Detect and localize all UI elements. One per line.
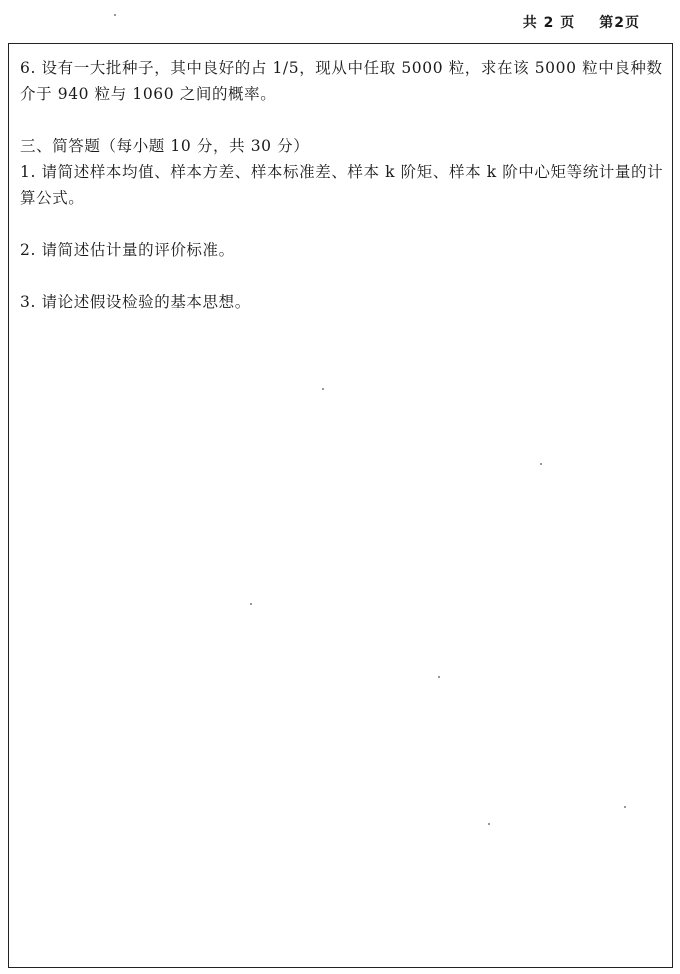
total-pages-label: 共 2 页	[522, 15, 576, 31]
current-page-label: 第2页	[599, 15, 640, 31]
question-6: 6. 设有一大批种子，其中良好的占 1/5，现从中任取 5000 粒，求在该 5000 粒中良种数介于 940 粒与 1060 之间的概率。	[20, 59, 663, 103]
scan-speck	[114, 14, 116, 16]
exam-content	[20, 55, 665, 315]
page-header	[523, 12, 640, 32]
scan-speck	[250, 603, 252, 605]
scan-speck	[322, 388, 324, 390]
scan-speck	[624, 806, 626, 808]
scan-speck	[488, 823, 490, 825]
section-title: 三、简答题（每小题 10 分，共 30 分）	[20, 137, 310, 155]
question-2: 2. 请简述估计量的评价标准。	[20, 241, 235, 259]
scan-speck	[540, 463, 542, 465]
scan-speck	[438, 676, 440, 678]
question-3: 3. 请论述假设检验的基本思想。	[20, 293, 251, 311]
question-1: 1. 请简述样本均值、样本方差、样本标准差、样本 k 阶矩、样本 k 阶中心矩等统计量的计算公式。	[20, 163, 664, 207]
